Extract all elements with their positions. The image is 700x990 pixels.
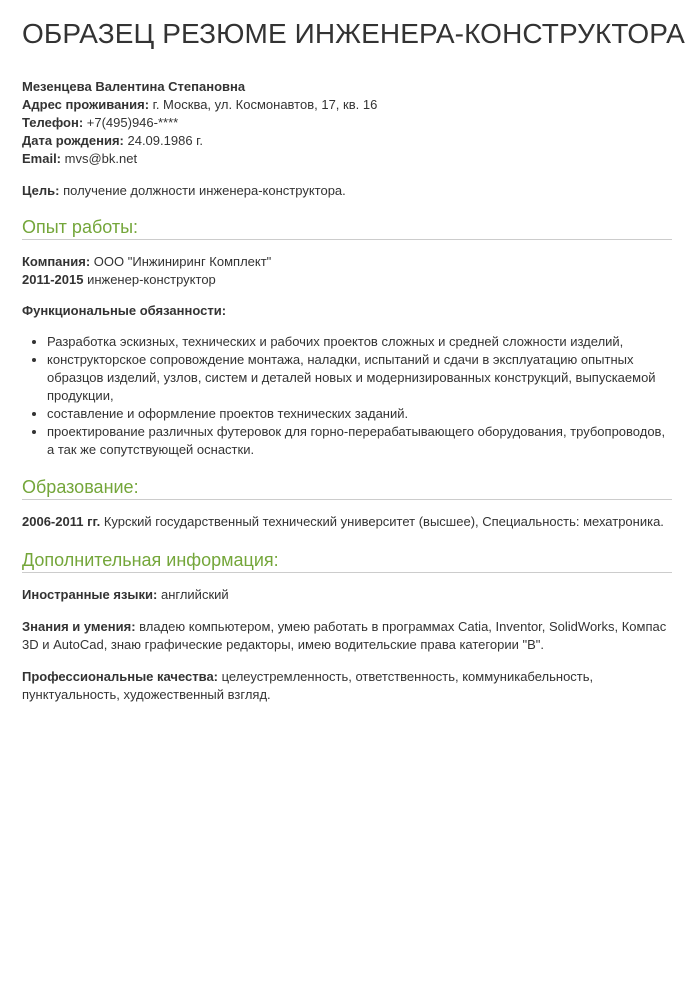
period-label: 2011-2015	[22, 272, 84, 287]
goal-label: Цель:	[22, 183, 60, 198]
list-item: • конструкторское сопровождение монтажа, наладки, испытаний и сдачи в эксплуатацию опытных образцов изделий, узлов, систем и деталей новых и модернизированных конструкций, выпускаемой продукции,	[47, 351, 672, 405]
list-item: • составление и оформление проектов технических заданий.	[47, 405, 672, 423]
goal-line	[22, 182, 672, 200]
skills-paragraph	[22, 618, 672, 654]
skills-label: Знания и умения:	[22, 619, 136, 634]
contact-name: Мезенцева Валентина Степановна	[22, 79, 246, 94]
experience-block	[22, 253, 672, 289]
duties-label: Функциональные обязанности:	[22, 303, 227, 318]
birth-label: Дата рождения:	[22, 133, 124, 148]
languages-line	[22, 586, 672, 604]
goal-value: получение должности инженера-конструктора.	[59, 183, 346, 198]
qualities-value: целеустремленность, ответственность, коммуникабельность, пунктуальность, художественный взгляд.	[22, 669, 594, 702]
list-item: • проектирование различных футеровок для горно-перерабатывающего оборудования, трубопроводов, а так же сопутствующей оснастки.	[47, 423, 672, 459]
contact-name-line	[22, 78, 672, 96]
education-line	[22, 513, 672, 531]
page-title: ОБРАЗЕЦ РЕЗЮМЕ ИНЖЕНЕРА-КОНСТРУКТОРА	[22, 18, 685, 49]
education-value: Курский государственный технический университет (высшее), Специальность: мехатроника.	[100, 514, 664, 529]
skills-value: владею компьютером, умею работать в программах Catia, Inventor, SolidWorks, Компас 3D и AutoCad, знаю графические редакторы, имею водительские права категории "B".	[22, 619, 667, 652]
qualities-label: Профессиональные качества:	[22, 669, 219, 684]
languages-value: английский	[157, 587, 229, 602]
phone-value: +7(495)946-****	[83, 115, 179, 130]
list-item: • Разработка эскизных, технических и рабочих проектов сложных и средней сложности изделий,	[47, 333, 672, 351]
period-value: инженер-конструктор	[83, 272, 216, 287]
address-label: Адрес проживания:	[22, 97, 150, 112]
education-period: 2006-2011 гг.	[22, 514, 101, 529]
contact-block	[22, 78, 672, 168]
qualities-paragraph	[22, 668, 672, 704]
section-title-additional: Дополнительная информация:	[22, 549, 672, 573]
duties-heading	[22, 302, 672, 320]
contact-email-line	[22, 150, 672, 168]
contact-address-line	[22, 96, 672, 114]
contact-phone-line	[22, 114, 672, 132]
section-title-experience: Опыт работы:	[22, 216, 672, 240]
company-line	[22, 253, 672, 271]
email-value: mvs@bk.net	[61, 151, 138, 166]
birth-value: 24.09.1986 г.	[123, 133, 203, 148]
company-value: ООО "Инжиниринг Комплект"	[90, 254, 272, 269]
company-label: Компания:	[22, 254, 91, 269]
section-title-education: Образование:	[22, 476, 672, 500]
period-line	[22, 271, 672, 289]
duties-list	[22, 333, 672, 459]
phone-label: Телефон:	[22, 115, 84, 130]
email-label: Email:	[22, 151, 62, 166]
contact-birth-line	[22, 132, 672, 150]
address-value: г. Москва, ул. Космонавтов, 17, кв. 16	[149, 97, 378, 112]
languages-label: Иностранные языки:	[22, 587, 158, 602]
